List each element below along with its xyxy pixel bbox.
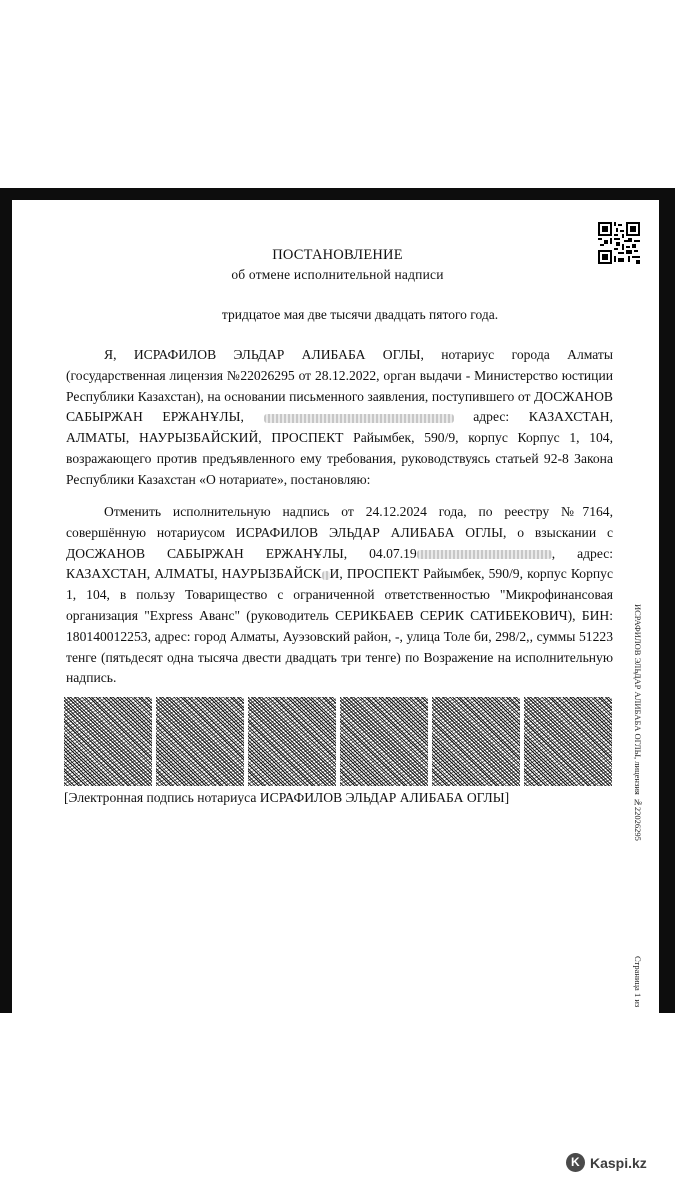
signature-codes [64, 697, 612, 789]
kaspi-logo-icon [566, 1153, 585, 1172]
paragraph-resolution-part2: , адрес: КАЗАХСТАН, АЛМАТЫ, НАУРЫЗБАЙСК [66, 545, 613, 582]
redacted-text [417, 550, 552, 559]
paragraph-resolution-part3: И, ПРОСПЕКТ Райымбек, 590/9, корпус Корпус 1, 104, в пользу Товарищество с ограниченной ответственностью "Микрофинансовая организация "Express Аванс" (руководитель СЕРИКБАЕВ СЕРИК САТИБЕКОВИЧ), БИН: 180140012253, адрес: город Алматы, Ауэзовский район, -, улица Толе би, 298/2,, суммы 51223 тенге (пятьдесят одна тысяча двести двадцать три тенге) по Возражение на исполнительную надпись. [66, 566, 614, 686]
redacted-text [322, 571, 330, 580]
document-title: ПОСТАНОВЛЕНИЕ [272, 247, 403, 263]
signature-code-icon [156, 697, 244, 786]
paragraph-statement [66, 345, 613, 491]
document-date: тридцатое мая две тысячи двадцать пятого года. [221, 307, 499, 322]
paragraph-statement-part2: адрес: КАЗАХСТАН, АЛМАТЫ, НАУРЫЗБАЙСКИЙ, ПРОСПЕКТ Райымбек, 590/9, корпус Корпус 1, 104, возражающего против предъявленного ему требования, руководствуясь статьей 92-8 Закона Республики Казахстан «О нотариате», постановляю: [66, 409, 613, 487]
top-border [0, 188, 675, 200]
signature-code-icon [340, 697, 428, 786]
signature-caption: [Электронная подпись нотариуса ИСРАФИЛОВ ЭЛЬДАР АЛИБАБА ОГЛЫ] [64, 790, 510, 805]
kaspi-watermark [566, 1153, 647, 1172]
redacted-text [264, 414, 454, 423]
signature-code-icon [524, 697, 612, 786]
side-license-text: ИСРАФИЛОВ ЭЛЬДАР АЛИБАБА ОГЛЫ, лицензия №22026295 [633, 604, 643, 841]
page-number: Страница 1 из [633, 956, 643, 1008]
signature-code-icon [248, 697, 336, 786]
kaspi-brand-text: Kaspi.kz [590, 1154, 647, 1171]
paragraph-statement-part1: Я, ИСРАФИЛОВ ЭЛЬДАР АЛИБАБА ОГЛЫ, нотариус города Алматы (государственная лицензия №22026295 от 28.12.2022, орган выдачи - Министерство юстиции Республики Казахстан), на основании письменного заявления, поступившего от ДОСЖАНОВ САБЫРЖАН ЕРЖАНҰЛЫ, [66, 347, 613, 425]
document-subtitle: об отмене исполнительной надписи [231, 267, 444, 282]
signature-code-icon [64, 697, 152, 786]
paragraph-resolution [66, 502, 613, 689]
signature-code-icon [432, 697, 520, 786]
paragraph-resolution-part1: Отменить исполнительную надпись от 24.12.2024 года, по реестру №7164, совершённую нотариусом ИСРАФИЛОВ ЭЛЬДАР АЛИБАБА ОГЛЫ, о взыскании с ДОСЖАНОВ САБЫРЖАН ЕРЖАНҰЛЫ, 04.07.19 [66, 504, 613, 561]
